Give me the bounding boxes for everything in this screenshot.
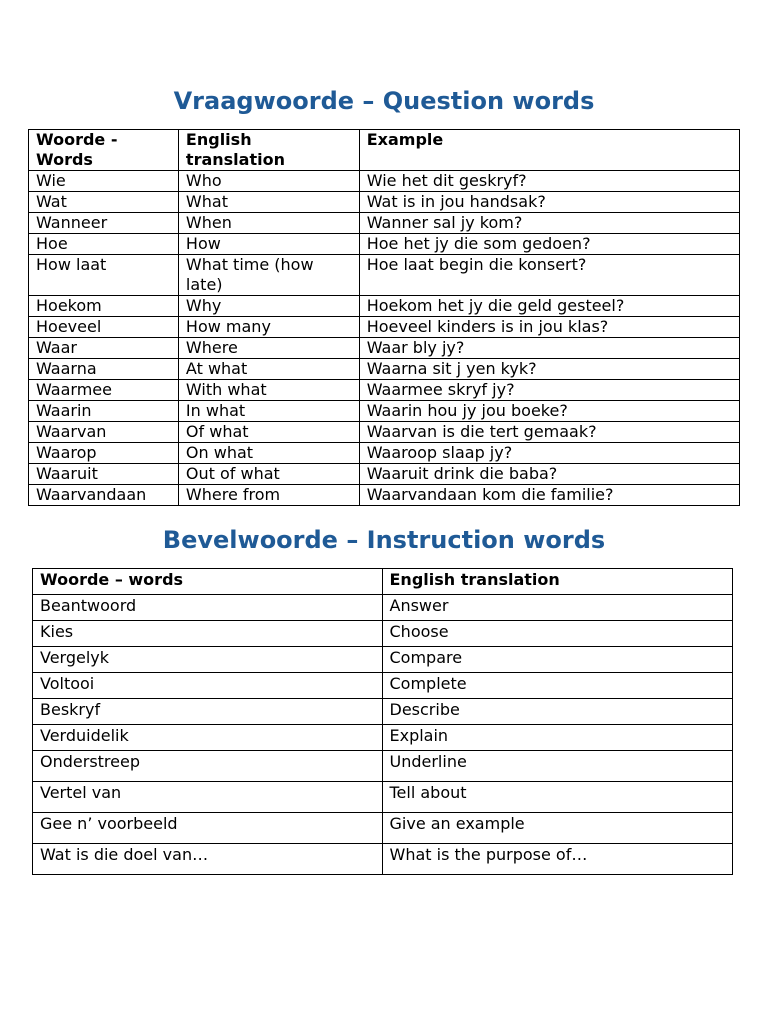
word-cell: Kies <box>33 621 383 647</box>
table-row <box>29 317 740 338</box>
word-cell: Waarmee <box>29 380 179 401</box>
word-cell: Voltooi <box>33 673 383 699</box>
word-cell: Hoeveel <box>29 317 179 338</box>
example-cell: Hoe het jy die som gedoen? <box>359 234 739 255</box>
column-header-words: Woorde – words <box>33 569 383 595</box>
example-cell: Waarvandaan kom die familie? <box>359 485 739 506</box>
word-cell: Wat <box>29 192 179 213</box>
table-row <box>29 401 740 422</box>
word-cell: Waaruit <box>29 464 179 485</box>
translation-cell: In what <box>178 401 359 422</box>
translation-cell: Answer <box>382 595 733 621</box>
table-row <box>29 485 740 506</box>
translation-cell: Underline <box>382 751 733 782</box>
table-row <box>29 296 740 317</box>
example-cell: Waarin hou jy jou boeke? <box>359 401 739 422</box>
example-cell: Waarvan is die tert gemaak? <box>359 422 739 443</box>
table-row <box>29 192 740 213</box>
translation-cell: Who <box>178 171 359 192</box>
example-cell: Hoekom het jy die geld gesteel? <box>359 296 739 317</box>
translation-cell: Out of what <box>178 464 359 485</box>
table-row <box>29 234 740 255</box>
column-header-example: Example <box>359 130 739 171</box>
translation-cell: With what <box>178 380 359 401</box>
example-cell: Wat is in jou handsak? <box>359 192 739 213</box>
translation-cell: At what <box>178 359 359 380</box>
word-cell: Onderstreep <box>33 751 383 782</box>
table-row <box>29 171 740 192</box>
word-cell: How laat <box>29 255 179 296</box>
word-cell: Waarna <box>29 359 179 380</box>
table-row <box>33 751 733 782</box>
translation-cell: How many <box>178 317 359 338</box>
instruction-words-table <box>32 568 733 875</box>
column-header-translation: English translation <box>178 130 359 171</box>
question-words-table <box>28 129 740 506</box>
word-cell: Wat is die doel van… <box>33 844 383 875</box>
example-cell: Wanner sal jy kom? <box>359 213 739 234</box>
table-row <box>29 422 740 443</box>
word-cell: Waarvandaan <box>29 485 179 506</box>
translation-cell: How <box>178 234 359 255</box>
table-row <box>33 725 733 751</box>
column-header-translation: English translation <box>382 569 733 595</box>
word-cell: Waar <box>29 338 179 359</box>
column-header-words: Woorde - Words <box>29 130 179 171</box>
translation-cell: What is the purpose of… <box>382 844 733 875</box>
table-row <box>29 380 740 401</box>
table-row <box>33 782 733 813</box>
word-cell: Beskryf <box>33 699 383 725</box>
table-row <box>33 699 733 725</box>
example-cell: Waaroop slaap jy? <box>359 443 739 464</box>
word-cell: Waarin <box>29 401 179 422</box>
word-cell: Hoekom <box>29 296 179 317</box>
table-header-row <box>29 130 740 171</box>
table-row <box>33 647 733 673</box>
translation-cell: Why <box>178 296 359 317</box>
translation-cell: Where from <box>178 485 359 506</box>
word-cell: Hoe <box>29 234 179 255</box>
translation-cell: Complete <box>382 673 733 699</box>
table-row <box>29 443 740 464</box>
translation-cell: Give an example <box>382 813 733 844</box>
translation-cell: Where <box>178 338 359 359</box>
example-cell: Hoeveel kinders is in jou klas? <box>359 317 739 338</box>
table-row <box>33 595 733 621</box>
word-cell: Wie <box>29 171 179 192</box>
example-cell: Waar bly jy? <box>359 338 739 359</box>
word-cell: Waarop <box>29 443 179 464</box>
table-row <box>29 464 740 485</box>
table-row <box>29 359 740 380</box>
table-header-row <box>33 569 733 595</box>
translation-cell: Tell about <box>382 782 733 813</box>
example-cell: Waarmee skryf jy? <box>359 380 739 401</box>
word-cell: Waarvan <box>29 422 179 443</box>
word-cell: Vertel van <box>33 782 383 813</box>
translation-cell: Explain <box>382 725 733 751</box>
translation-cell: Describe <box>382 699 733 725</box>
word-cell: Vergelyk <box>33 647 383 673</box>
instruction-words-title: Bevelwoorde – Instruction words <box>162 526 606 554</box>
example-cell: Hoe laat begin die konsert? <box>359 255 739 296</box>
translation-cell: What time (how late) <box>178 255 359 296</box>
question-words-title: Vraagwoorde – Question words <box>173 87 595 115</box>
word-cell: Gee n’ voorbeeld <box>33 813 383 844</box>
table-row <box>33 621 733 647</box>
translation-cell: Compare <box>382 647 733 673</box>
translation-cell: Choose <box>382 621 733 647</box>
translation-cell: What <box>178 192 359 213</box>
example-cell: Wie het dit geskryf? <box>359 171 739 192</box>
translation-cell: Of what <box>178 422 359 443</box>
table-row <box>29 213 740 234</box>
word-cell: Verduidelik <box>33 725 383 751</box>
table-row <box>33 813 733 844</box>
word-cell: Beantwoord <box>33 595 383 621</box>
table-row <box>33 844 733 875</box>
translation-cell: When <box>178 213 359 234</box>
table-row <box>29 338 740 359</box>
example-cell: Waarna sit j yen kyk? <box>359 359 739 380</box>
table-row <box>29 255 740 296</box>
example-cell: Waaruit drink die baba? <box>359 464 739 485</box>
translation-cell: On what <box>178 443 359 464</box>
word-cell: Wanneer <box>29 213 179 234</box>
table-row <box>33 673 733 699</box>
